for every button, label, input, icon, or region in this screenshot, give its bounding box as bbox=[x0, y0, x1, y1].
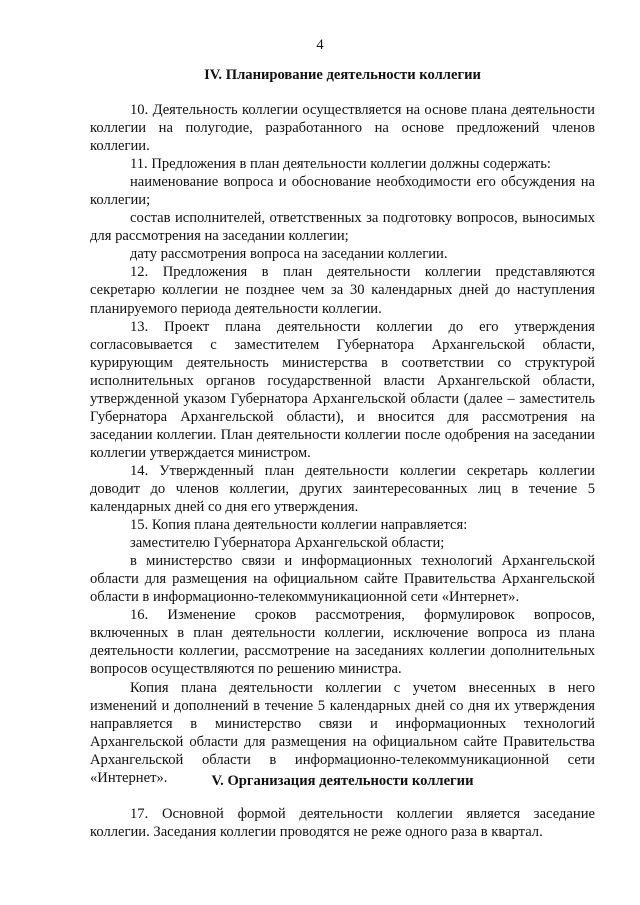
paragraph-11-item-3: дату рассмотрения вопроса на заседании коллегии. bbox=[130, 246, 448, 263]
section-heading-v: V. Организация деятельности коллегии bbox=[211, 773, 474, 789]
section-iv-body bbox=[90, 101, 595, 787]
paragraph-10: 10. Деятельность коллегии осуществляется на основе плана деятельности коллегии на полугодие, разработанного на основе предложений членов коллегии. bbox=[90, 102, 595, 155]
paragraph-14: 14. Утвержденный план деятельности коллегии секретарь коллегии доводит до членов коллегии, других заинтересованных лиц в течение 5 календарных дней со дня его утверждения. bbox=[90, 462, 595, 516]
paragraph-15: 15. Копия плана деятельности коллегии направляется: bbox=[130, 517, 468, 534]
paragraph-15-item-1: заместителю Губернатора Архангельской области; bbox=[130, 535, 445, 552]
paragraph-12: 12. Предложения в план деятельности коллегии представляются секретарю коллегии не позднее чем за 30 календарных дней до наступления планируемого периода деятельности коллегии. bbox=[90, 264, 595, 317]
paragraph-11: 11. Предложения в план деятельности коллегии должны содержать: bbox=[130, 156, 551, 173]
paragraph-17: 17. Основной формой деятельности коллегии является заседание коллегии. Заседания коллегии проводятся не реже одного раза в квартал. bbox=[90, 806, 595, 841]
page-number: 4 bbox=[316, 37, 324, 53]
paragraph-11-item-2: состав исполнителей, ответственных за подготовку вопросов, выносимых для рассмотрения на заседании коллегии; bbox=[90, 210, 595, 245]
paragraph-15-item-2: в министерство связи и информационных технологий Архангельской области для размещения на официальном сайте Правительства Архангельской области в информационно-телекоммуникационной сети «Интернет». bbox=[90, 553, 595, 606]
paragraph-16: 16. Изменение сроков рассмотрения, формулировок вопросов, включенных в план деятельности коллегии, исключение вопроса из плана деятельности коллегии, рассмотрение на заседаниях коллегии дополнительных вопросов осуществляются по решению министра. bbox=[90, 607, 595, 678]
section-heading-iv: IV. Планирование деятельности коллегии bbox=[204, 67, 481, 83]
section-v-body bbox=[90, 805, 595, 841]
paragraph-13: 13. Проект плана деятельности коллегии до его утверждения согласовывается с заместителем Губернатора Архангельской области, курирующим деятельность министерства в соответствии со структурой исполнительных органов государственной власти Архангельской области, утвержденной указом Губернатора Архангельской области (далее – заместитель Губернатора Архангельской области), и вносится для рассмотрения на заседании коллегии. План деятельности коллегии после одобрения на заседании коллегии утверждается министром. bbox=[90, 318, 595, 461]
paragraph-16-copy: Копия плана деятельности коллегии с учетом внесенных в него изменений и дополнений в течение 5 календарных дней со дня их утверждения направляется в министерство связи и информационных технологий Архангельской области для размещения на официальном сайте Правительства Архангельской области в информационно-телекоммуникационной сети «Интернет». bbox=[90, 679, 595, 786]
paragraph-11-item-1: наименование вопроса и обоснование необходимости его обсуждения на коллегии; bbox=[90, 174, 595, 209]
